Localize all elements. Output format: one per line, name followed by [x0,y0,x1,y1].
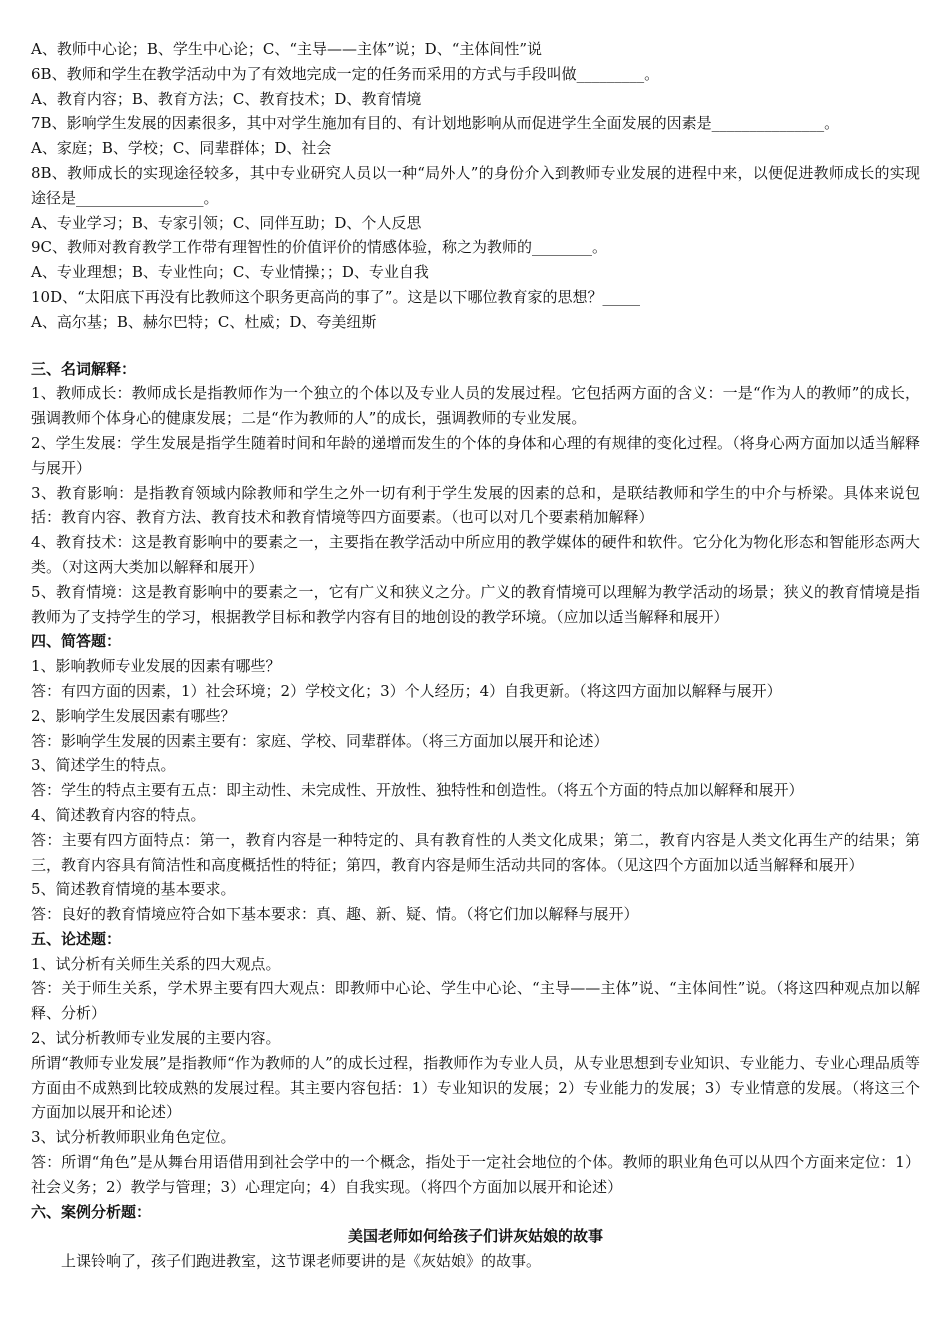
term-definition: 5、教育情境：这是教育影响中的要素之一，它有广义和狭义之分。广义的教育情境可以理解为教学活动的场景；狭义的教育情境是指教师为了支持学生的学习，根据教学目标和教学内容有目的地创设的教学环境。（应加以适当解释和展开） [31,582,920,626]
choice-line: A、教师中心论；B、学生中心论；C、“主导——主体”说；D、“主体间性”说 [31,40,543,58]
term-definition: 3、教育影响：是指教育领域内除教师和学生之外一切有利于学生发展的因素的总和，是联结教师和学生的中介与桥梁。具体来说包括：教育内容、教育方法、教育技术和教育情境等四方面要素。（也可以对几个要素稍加解释） [31,483,920,527]
choice-line: A、专业理想；B、专业性向；C、专业情操；；D、专业自我 [31,263,429,282]
question: 1、试分析有关师生关系的四大观点。 [31,954,281,973]
question: 3、试分析教师职业角色定位。 [31,1128,236,1147]
answer: 答：有四方面的因素，1）社会环境；2）学校文化；3）个人经历；4）自我更新。（将这四方面加以解释与展开） [31,681,782,700]
question: 2、影响学生发展因素有哪些？ [31,706,236,725]
answer: 答：关于师生关系，学术界主要有四大观点：即教师中心论、学生中心论、“主导——主体”说、“主体间性”说。（将这四种观点加以解释、分析） [31,979,920,1023]
question: 2、试分析教师专业发展的主要内容。 [31,1029,281,1048]
choice-line: A、教育内容；B、教育方法；C、教育技术；D、教育情境 [31,89,422,108]
answer: 答：主要有四方面特点：第一，教育内容是一种特定的、具有教育性的人类文化成果；第二，教育内容是人类文化再生产的结果；第三，教育内容具有简洁性和高度概括性的特征；第四，教育内容是师生活动共同的客体。（见这四个方面加以适当解释和展开） [31,830,920,874]
choice-line: 7B、影响学生发展的因素很多，其中对学生施加有目的、有计划地影响从而促进学生全面发展的因素是_______________。 [31,114,840,133]
choice-line: A、高尔基；B、赫尔巴特；C、杜威；D、夸美纽斯 [31,312,377,331]
section-heading-short-answer: 四、简答题： [31,632,122,651]
section-heading-essay: 五、论述题： [31,929,122,948]
choice-line: 6B、教师和学生在教学活动中为了有效地完成一定的任务而采用的方式与手段叫做_________。 [31,64,660,83]
answer: 答：学生的特点主要有五点：即主动性、未完成性、开放性、独特性和创造性。（将五个方面的特点加以解释和展开） [31,781,804,800]
question: 4、简述教育内容的特点。 [31,805,206,824]
choice-line: A、专业学习；B、专家引领；C、同伴互助；D、个人反思 [31,213,422,232]
term-definition: 4、教育技术：这是教育影响中的要素之一，主要指在教学活动中所应用的教学媒体的硬件和软件。它分化为物化形态和智能形态两大类。（对这两大类加以解释和展开） [31,533,920,576]
answer: 答：良好的教育情境应符合如下基本要求：真、趣、新、疑、情。（将它们加以解释与展开） [31,905,639,924]
term-definition: 2、学生发展：学生发展是指学生随着时间和年龄的递增而发生的个体的身体和心理的有规律的变化过程。（将身心两方面加以适当解释与展开） [31,433,920,477]
choice-line: 9C、教师对教育教学工作带有理智性的价值评价的情感体验，称之为教师的________。 [31,238,608,257]
question: 3、简述学生的特点。 [31,756,176,775]
answer: 答：所谓“角色”是从舞台用语借用到社会学中的一个概念，指处于一定社会地位的个体。教师的职业角色可以从四个方面来定位：1）社会义务；2）教学与管理；3）心理定向；4）自我实现。（将四个方面加以展开和论述） [31,1153,920,1196]
answer: 所谓“教师专业发展”是指教师“作为教师的人”的成长过程，指教师作为专业人员，从专业思想到专业知识、专业能力、专业心理品质等方面由不成熟到比较成熟的发展过程。其主要内容包括：1）专业知识的发展；2）专业能力的发展；3）专业情意的发展。（将这三个方面加以展开和论述） [31,1053,920,1122]
case-title: 美国老师如何给孩子们讲灰姑娘的故事 [347,1227,603,1246]
answer: 答：影响学生发展的因素主要有：家庭、学校、同辈群体。（将三方面加以展开和论述） [31,731,609,750]
section-heading-terms: 三、名词解释： [31,359,137,378]
case-paragraph: 上课铃响了，孩子们跑进教室，这节课老师要讲的是《灰姑娘》的故事。 [61,1252,542,1271]
question: 5、简述教育情境的基本要求。 [31,880,236,899]
choice-line: 8B、教师成长的实现途径较多，其中专业研究人员以一种“局外人”的身份介入到教师专业发展的进程中来，以便促进教师成长的实现途径是_________________。 [31,163,920,207]
question: 1、影响教师专业发展的因素有哪些？ [31,657,281,676]
spacer [31,335,920,357]
term-definition: 1、教师成长：教师成长是指教师作为一个独立的个体以及专业人员的发展过程。它包括两方面的含义：一是“作为人的教师”的成长，强调教师个体身心的健康发展；二是“作为教师的人”的成长，强调教师的专业发展。 [31,384,920,428]
choice-line: A、家庭；B、学校；C、同辈群体；D、社会 [31,139,332,158]
choice-line: 10D、“太阳底下再没有比教师这个职务更高尚的事了”。这是以下哪位教育家的思想？_____ [31,287,640,306]
section-heading-case: 六、案例分析题： [31,1202,152,1221]
